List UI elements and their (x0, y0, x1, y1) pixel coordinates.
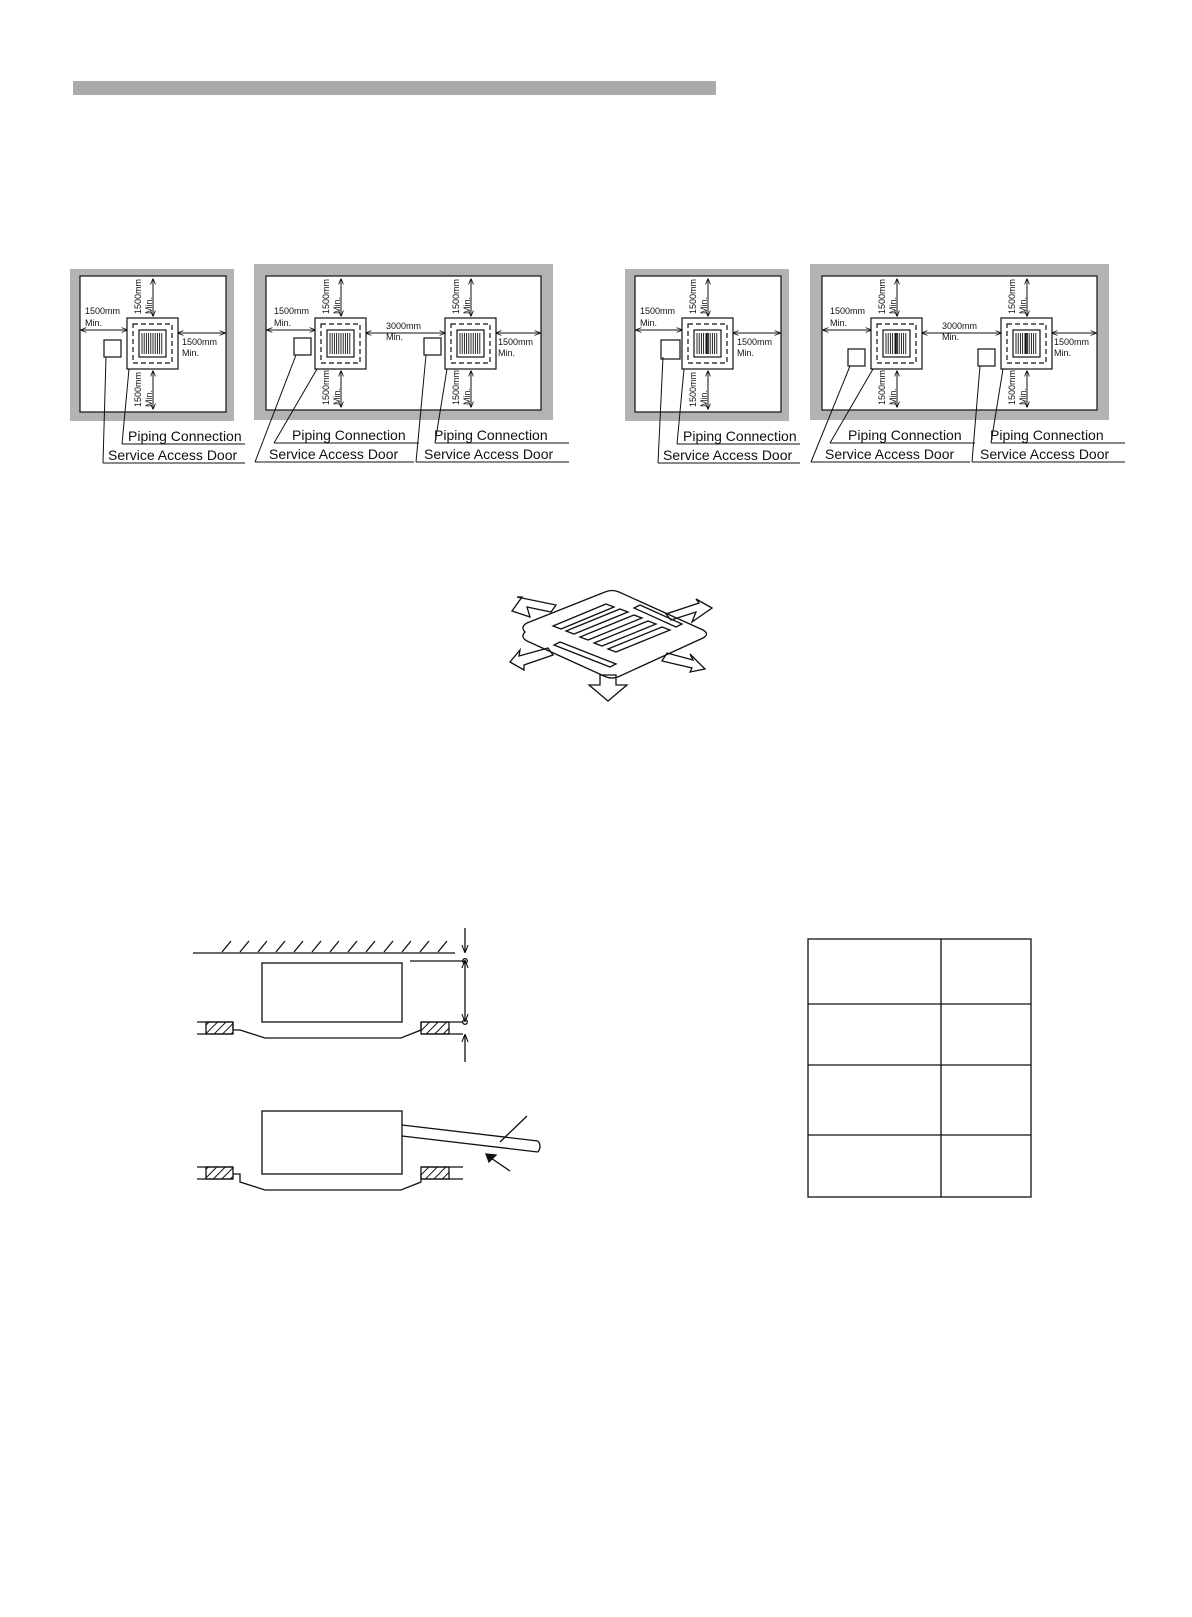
decorative-panel-2 (233, 1174, 421, 1190)
piping-connection-label: Piping Connection (990, 427, 1104, 443)
dim-min-label: Min. (888, 296, 898, 314)
clearance-single-unit (625, 269, 800, 463)
dim-label-vertical: 1500mm (451, 278, 461, 314)
service-access-door-label: Service Access Door (980, 446, 1110, 462)
dim-label-right: 1500mm (737, 337, 773, 347)
clearance-single-unit (70, 269, 245, 463)
service-access-door-label: Service Access Door (424, 446, 554, 462)
dim-min-right: Min. (182, 348, 200, 358)
service-access-door-label: Service Access Door (269, 446, 399, 462)
piping-connection-label: Piping Connection (683, 428, 797, 444)
unit-outline (445, 318, 496, 369)
dim-label-left: 1500mm (274, 306, 310, 316)
service-access-door-2 (424, 338, 441, 355)
service-access-door-label: Service Access Door (663, 447, 793, 463)
dim-label-vertical: 1500mm (877, 369, 887, 405)
piping-connection-label: Piping Connection (292, 427, 406, 443)
dim-min-label: Min. (332, 387, 342, 405)
dim-label-vertical: 1500mm (877, 278, 887, 314)
piping-connection-label: Piping Connection (434, 427, 548, 443)
ceiling-slab-hatch (222, 941, 447, 952)
unit-outline (315, 318, 366, 369)
airflow-arrow-down (589, 675, 627, 701)
service-access-door-2 (978, 349, 995, 366)
ceiling-section-drain (197, 1111, 540, 1190)
dim-label-vertical: 1500mm (1007, 369, 1017, 405)
unit-outline (127, 318, 178, 369)
dim-label-vertical: 1500mm (688, 278, 698, 314)
spec-table (808, 939, 1031, 1197)
dim-min-label: Min. (332, 296, 342, 314)
dim-label-right: 1500mm (1054, 337, 1090, 347)
airflow-arrow-front-right (662, 653, 705, 672)
dim-label-right: 1500mm (182, 337, 218, 347)
airflow-illustration (510, 591, 712, 702)
dim-min-between: Min. (942, 332, 960, 342)
dim-min-right: Min. (737, 348, 755, 358)
clearance-diagrams (70, 264, 1125, 463)
dim-min-label: Min. (144, 389, 154, 407)
dim-min-label: Min. (462, 387, 472, 405)
dim-min-label: Min. (888, 387, 898, 405)
service-access-door (661, 340, 680, 359)
dim-min-right: Min. (1054, 348, 1072, 358)
indoor-unit-body (262, 963, 402, 1022)
dim-min-label: Min. (1018, 296, 1028, 314)
decorative-panel (233, 1022, 421, 1038)
clearance-two-units (254, 264, 569, 462)
piping-connection-label: Piping Connection (848, 427, 962, 443)
dim-label-between: 3000mm (942, 321, 978, 331)
dim-min-label: Min. (1018, 387, 1028, 405)
louver-slots (553, 604, 682, 667)
dim-label-vertical: 1500mm (133, 371, 143, 407)
service-access-door-1 (848, 349, 865, 366)
dim-min-label: Min. (699, 296, 709, 314)
header-bar (73, 81, 716, 95)
dim-min-label: Min. (462, 296, 472, 314)
ceiling-section-height (193, 928, 467, 1062)
dim-label-between: 3000mm (386, 321, 422, 331)
airflow-arrow-back-right (666, 599, 712, 622)
dim-label-vertical: 1500mm (321, 278, 331, 314)
dim-min-label: Min. (144, 296, 154, 314)
dim-min-left: Min. (85, 318, 103, 328)
dim-min-left: Min. (274, 318, 292, 328)
indoor-unit-body-2 (262, 1111, 402, 1174)
dim-label-vertical: 1500mm (133, 278, 143, 314)
dim-label-left: 1500mm (85, 306, 121, 316)
dim-min-between: Min. (386, 332, 404, 342)
service-access-door-label: Service Access Door (108, 447, 238, 463)
clearance-two-units (810, 264, 1125, 462)
service-access-door (104, 340, 121, 357)
dim-label-vertical: 1500mm (321, 369, 331, 405)
dim-min-label: Min. (699, 389, 709, 407)
dim-label-vertical: 1500mm (451, 369, 461, 405)
service-access-door-label: Service Access Door (825, 446, 955, 462)
dim-label-vertical: 1500mm (688, 371, 698, 407)
dim-min-right: Min. (498, 348, 516, 358)
dim-label-vertical: 1500mm (1007, 278, 1017, 314)
piping-connection-label: Piping Connection (128, 428, 242, 444)
dim-label-left: 1500mm (830, 306, 866, 316)
service-access-door-1 (294, 338, 311, 355)
dim-min-left: Min. (830, 318, 848, 328)
dim-label-left: 1500mm (640, 306, 676, 316)
dim-min-left: Min. (640, 318, 658, 328)
dim-label-right: 1500mm (498, 337, 534, 347)
airflow-arrow-front-left (510, 648, 553, 670)
